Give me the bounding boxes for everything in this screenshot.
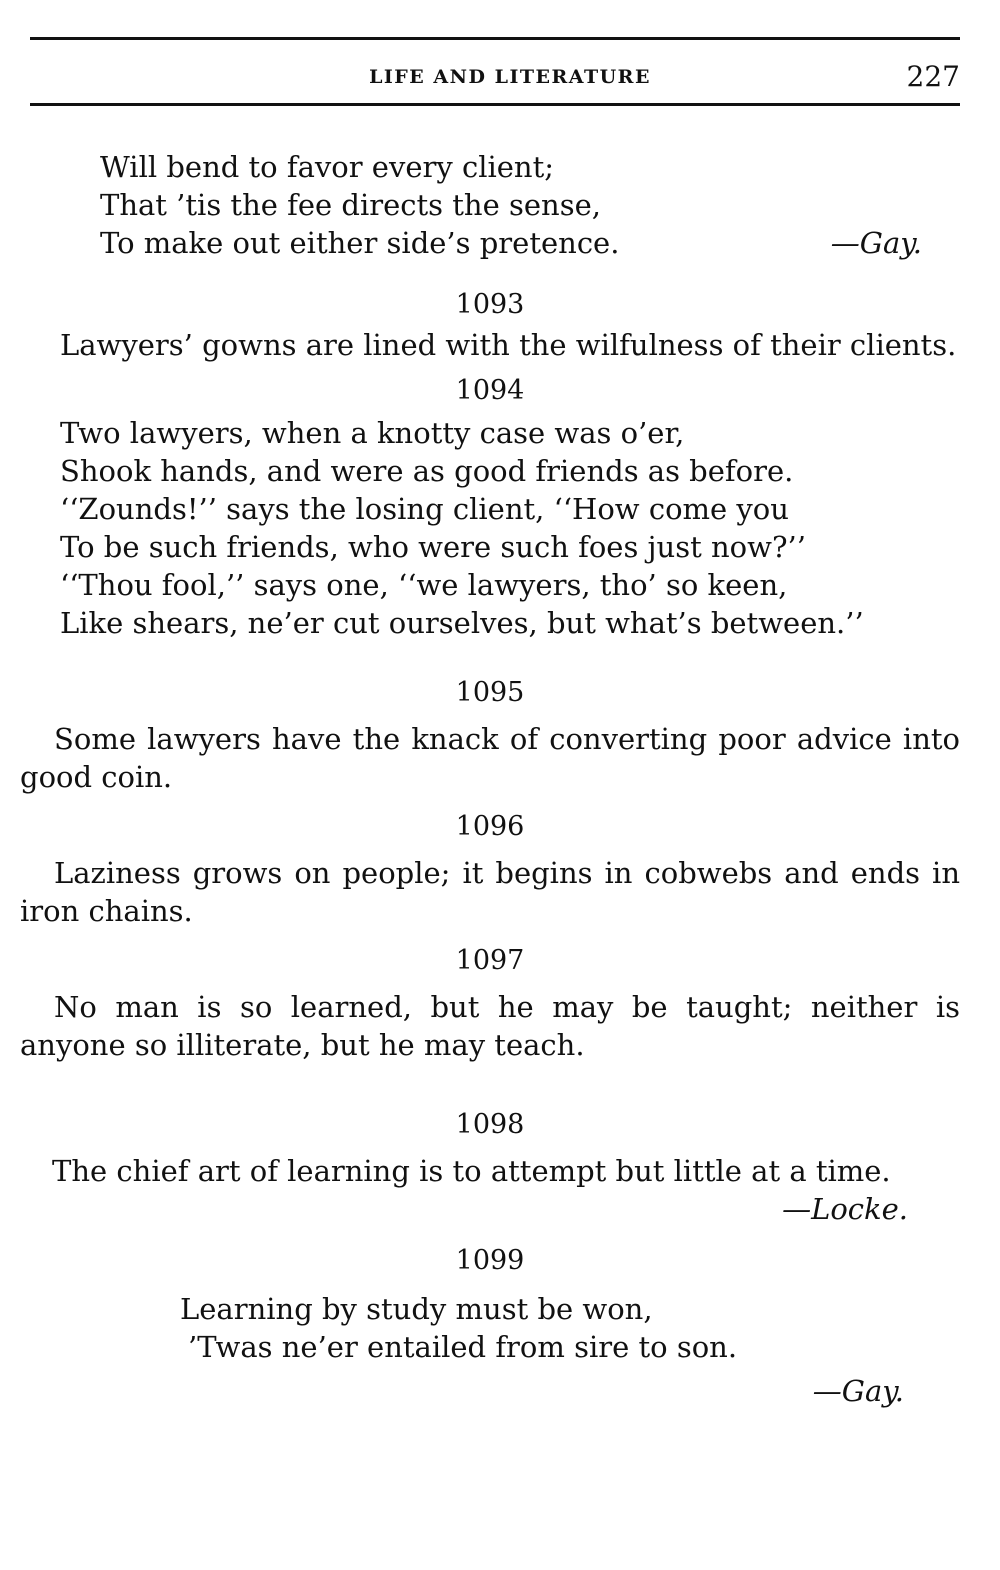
entry-verse xyxy=(60,414,960,642)
verse-line: ’Twas ne’er entailed from sire to son. xyxy=(188,1330,738,1364)
entry-number: 1093 xyxy=(455,289,525,320)
verse-line: Shook hands, and were as good friends as before. xyxy=(60,454,794,488)
verse-line: Two lawyers, when a knotty case was o’er, xyxy=(60,416,685,450)
entry-number: 1094 xyxy=(455,375,525,406)
verse-line: ‘‘Zounds!’’ says the losing client, ‘‘How come you xyxy=(60,492,789,526)
page-number: 227 xyxy=(906,60,960,93)
entry-text: Some lawyers have the knack of converting poor advice into good coin. xyxy=(20,722,960,794)
entry-number: 1099 xyxy=(455,1245,525,1276)
entry-text: No man is so learned, but he may be taught; neither is anyone so illiterate, but he may teach. xyxy=(20,990,960,1062)
entry-number: 1097 xyxy=(455,945,525,976)
verse-line: ‘‘Thou fool,’’ says one, ‘‘we lawyers, tho’ so keen, xyxy=(60,568,788,602)
entry-number: 1098 xyxy=(455,1109,525,1140)
verse-line: Learning by study must be won, xyxy=(180,1292,653,1326)
verse-line: To make out either side’s pretence. xyxy=(100,226,620,260)
verse-line: That ’tis the fee directs the sense, xyxy=(100,188,601,222)
verse-line: Will bend to favor every client; xyxy=(100,150,555,184)
entry-text: The chief art of learning is to attempt but little at a time. xyxy=(52,1154,891,1188)
entry-verse xyxy=(180,1290,960,1366)
running-title: LIFE AND LITERATURE xyxy=(369,66,651,88)
header-top-rule xyxy=(30,37,960,40)
entry-number: 1096 xyxy=(455,811,525,842)
attribution: —Locke. xyxy=(782,1192,908,1226)
entry-text: Laziness grows on people; it begins in cobwebs and ends in iron chains. xyxy=(20,856,960,928)
attribution: —Gay. xyxy=(812,1374,904,1408)
running-head xyxy=(30,62,960,92)
attribution: —Gay. xyxy=(830,226,922,260)
verse-line: To be such friends, who were such foes just now?’’ xyxy=(60,530,806,564)
entry-text: Lawyers’ gowns are lined with the wilfulness of their clients. xyxy=(60,328,957,362)
header-bottom-rule xyxy=(30,103,960,106)
verse-line: Like shears, ne’er cut ourselves, but what’s between.’’ xyxy=(60,606,864,640)
page-body xyxy=(20,148,960,1410)
entry-number: 1095 xyxy=(455,677,525,708)
